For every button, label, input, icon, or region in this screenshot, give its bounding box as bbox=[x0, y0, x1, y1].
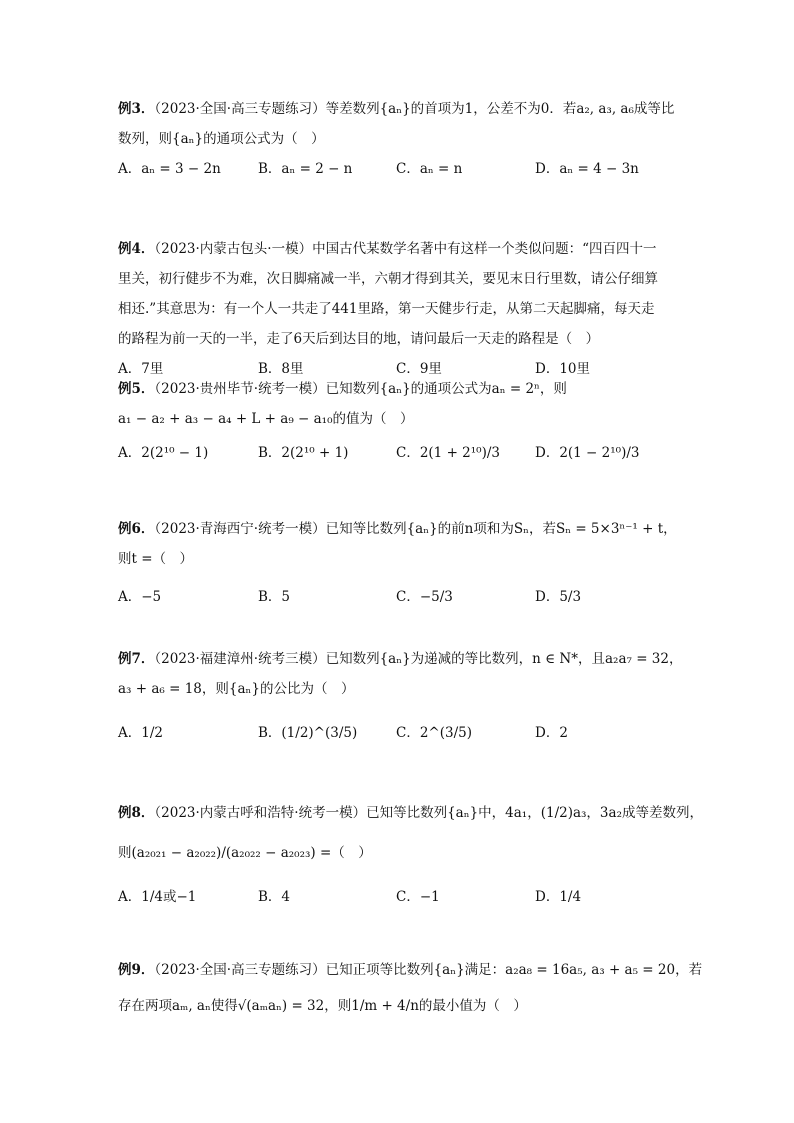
problem-3-text-1: （2023·全国·高三专题练习）等差数列{aₙ}的首项为1，公差不为0．若a₂, a₃, a₆成等比 bbox=[154, 101, 675, 117]
problem-5-option-c: C．2(1 + 2¹⁰)/3 bbox=[396, 445, 500, 461]
problem-3-option-c: C．aₙ = n bbox=[396, 161, 463, 177]
problem-7-option-b: B．(1/2)^(3/5) bbox=[258, 725, 358, 741]
problem-6-label: 例6． bbox=[118, 521, 155, 537]
problem-6-option-c: C．−5/3 bbox=[396, 589, 453, 605]
problem-5 bbox=[118, 374, 684, 466]
problem-6-option-a: A．−5 bbox=[118, 589, 162, 605]
problem-7-text-1: （2023·福建漳州·统考三模）已知数列{aₙ}为递减的等比数列，n ∈ N*，且a₂a₇ = 32， bbox=[154, 651, 683, 667]
problem-4-option-b: B．8里 bbox=[258, 361, 304, 377]
problem-4-option-a: A．7里 bbox=[118, 361, 164, 377]
problem-8-text-1: （2023·内蒙古呼和浩特·统考一模）已知等比数列{aₙ}中，4a₁，(1/2)a₃，3a₂成等差数列， bbox=[154, 805, 703, 821]
problem-7-option-c: C．2^(3/5) bbox=[396, 725, 472, 741]
problem-7-label: 例7． bbox=[118, 651, 155, 667]
problem-6-text-1: （2023·青海西宁·统考一模）已知等比数列{aₙ}的前n项和为Sₙ，若Sₙ = 5×3ⁿ⁻¹ + t， bbox=[154, 521, 677, 537]
problem-9-label: 例9． bbox=[118, 962, 155, 978]
problem-4-option-d: D．10里 bbox=[535, 361, 591, 377]
problem-5-option-a: A．2(2¹⁰ − 1) bbox=[118, 445, 209, 461]
problem-3-option-d: D．aₙ = 4 − 3n bbox=[535, 161, 639, 177]
problem-7-option-d: D．2 bbox=[535, 725, 568, 741]
problem-8 bbox=[118, 798, 703, 910]
problem-8-option-d: D．1/4 bbox=[535, 889, 582, 905]
problem-4-label: 例4． bbox=[118, 241, 155, 257]
problem-3-label: 例3． bbox=[118, 101, 155, 117]
problem-6 bbox=[118, 514, 684, 610]
problem-9 bbox=[118, 955, 703, 1021]
problem-8-line-1 bbox=[118, 798, 703, 828]
problem-8-option-c: C．−1 bbox=[396, 889, 440, 905]
problem-6-options bbox=[118, 582, 684, 610]
problem-4-option-c: C．9里 bbox=[396, 361, 442, 377]
problem-5-options bbox=[118, 438, 684, 466]
problem-5-option-d: D．2(1 − 2¹⁰)/3 bbox=[535, 445, 640, 461]
problem-4-line-1 bbox=[118, 234, 684, 264]
problem-4-text-1: （2023·内蒙古包头·一模）中国古代某数学名著中有这样一个类似问题：“四百四十一 bbox=[154, 241, 657, 257]
problem-7-option-a: A．1/2 bbox=[118, 725, 163, 741]
problem-3-option-a: A．aₙ = 3 − 2n bbox=[118, 161, 221, 177]
problem-8-line-2: 则(a₂₀₂₁ − a₂₀₂₂)/(a₂₀₂₂ − a₂₀₂₃) =（ ） bbox=[118, 845, 372, 861]
problem-5-text-1: （2023·贵州毕节·统考一模）已知数列{aₙ}的通项公式为aₙ = 2ⁿ，则 bbox=[154, 381, 567, 397]
problem-5-line-1 bbox=[118, 374, 684, 404]
problem-8-option-a: A．1/4或−1 bbox=[118, 889, 197, 905]
problem-3-option-b: B．aₙ = 2 − n bbox=[258, 161, 353, 177]
problem-6-line-1 bbox=[118, 514, 684, 544]
problem-5-label: 例5． bbox=[118, 381, 155, 397]
problem-4 bbox=[118, 234, 684, 382]
problem-8-label: 例8． bbox=[118, 805, 155, 821]
problem-6-option-d: D．5/3 bbox=[535, 589, 582, 605]
problem-6-option-b: B．5 bbox=[258, 589, 291, 605]
problem-7-options bbox=[118, 718, 684, 746]
problem-9-line-1 bbox=[118, 955, 703, 985]
problem-8-options bbox=[118, 882, 684, 910]
problem-6-line-2: 则t =（ ） bbox=[118, 551, 194, 567]
problem-4-line-4: 的路程为前一天的一半，走了6天后到达目的地，请问最后一天走的路程是（ ） bbox=[118, 331, 600, 347]
problem-9-text-1: （2023·全国·高三专题练习）已知正项等比数列{aₙ}满足：a₂a₈ = 16a₅, a₃ + a₅ = 20，若 bbox=[154, 962, 703, 978]
problem-4-line-2: 里关，初行健步不为难，次日脚痛减一半，六朝才得到其关，要见末日行里数，请公仔细算 bbox=[118, 271, 658, 287]
problem-4-line-3: 相还.”其意思为：有一个人一共走了441里路，第一天健步行走，从第二天起脚痛，每天走 bbox=[118, 301, 655, 317]
problem-5-line-2: a₁ − a₂ + a₃ − a₄ + L + a₉ − a₁₀的值为（ ） bbox=[118, 411, 414, 427]
problem-8-option-b: B．4 bbox=[258, 889, 291, 905]
problem-5-option-b: B．2(2¹⁰ + 1) bbox=[258, 445, 349, 461]
problem-9-line-2: 存在两项aₘ, aₙ使得√(aₘaₙ) = 32，则1/m + 4/n的最小值为（ ） bbox=[118, 998, 527, 1014]
problem-7-line-2: a₃ + a₆ = 18，则{aₙ}的公比为（ ） bbox=[118, 681, 355, 697]
problem-7-line-1 bbox=[118, 644, 684, 674]
problem-3-line-2: 数列，则{aₙ}的通项公式为（ ） bbox=[118, 131, 325, 147]
problem-3 bbox=[118, 94, 684, 182]
problem-3-options bbox=[118, 154, 684, 182]
problem-7 bbox=[118, 644, 684, 746]
problem-3-line-1 bbox=[118, 94, 684, 124]
